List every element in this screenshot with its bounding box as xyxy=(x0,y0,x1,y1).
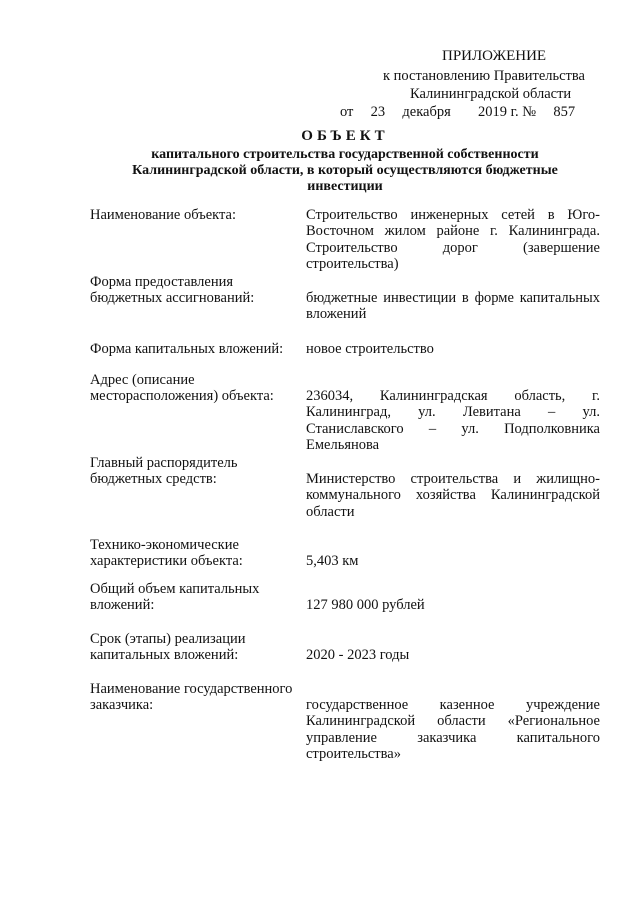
date-month: декабря xyxy=(402,104,451,120)
document-number: 857 xyxy=(553,104,576,120)
date-year: 2019 г. xyxy=(478,104,519,120)
row-label xyxy=(90,207,300,223)
row-value: новое строительство xyxy=(306,341,434,357)
row-value: бюджетные инвестиции в форме капитальных вложений xyxy=(306,290,600,323)
number-label: № xyxy=(522,104,537,120)
label-line: вложений: xyxy=(90,597,155,614)
row-value: Министерство строительства и жилищно-коммунального хозяйства Калининградской области xyxy=(306,471,600,520)
appendix-title: ПРИЛОЖЕНИЕ xyxy=(442,48,547,64)
label-line: Форма капитальных вложений: xyxy=(90,341,284,357)
label-line: Наименование государственного xyxy=(90,681,293,697)
label-line: бюджетных средств: xyxy=(90,471,217,488)
label-line: Технико-экономические xyxy=(90,537,239,553)
row-value: Строительство инженерных сетей в Юго-Восточном жилом районе г. Калининграда. Строительство дорог (завершение строительства) xyxy=(306,207,600,273)
row-value: 127 980 000 рублей xyxy=(306,597,425,613)
label-line: Форма предоставления xyxy=(90,274,234,290)
date-day: 23 xyxy=(370,104,386,120)
label-line: Срок (этапы) реализации xyxy=(90,631,246,647)
row-label xyxy=(90,537,300,570)
date-prefix: от xyxy=(340,104,354,120)
label-line: Адрес (описание xyxy=(90,372,195,388)
row-label xyxy=(90,455,300,488)
row-label xyxy=(90,581,300,614)
label-line: месторасположения) объекта: xyxy=(90,388,274,405)
appendix-reference: к постановлению Правительства xyxy=(383,68,585,84)
label-line: Общий объем капитальных xyxy=(90,581,260,597)
row-label xyxy=(90,341,300,357)
row-label xyxy=(90,631,300,664)
row-label xyxy=(90,274,300,307)
row-label xyxy=(90,681,300,714)
label-line: характеристики объекта: xyxy=(90,553,243,570)
document-heading: ОБЪЕКТ xyxy=(301,128,389,144)
label-line: бюджетных ассигнований: xyxy=(90,290,255,307)
appendix-date-line xyxy=(340,104,575,120)
row-label xyxy=(90,372,300,405)
row-value: 236034, Калининградская область, г. Калининград, ул. Левитана – ул. Станиславского – ул. Подполковника Емельянова xyxy=(306,388,600,454)
label-line: капитальных вложений: xyxy=(90,647,239,664)
row-value: 5,403 км xyxy=(306,553,359,569)
label-line: Главный распорядитель xyxy=(90,455,238,471)
row-value: 2020 - 2023 годы xyxy=(306,647,410,663)
label-line: Наименование объекта: xyxy=(90,207,236,223)
appendix-region: Калининградской области xyxy=(410,86,572,102)
label-line: заказчика: xyxy=(90,697,154,714)
row-value: государственное казенное учреждение Калининградской области «Региональное управление заказчика капитального строительства» xyxy=(306,697,600,763)
document-subtitle: капитального строительства государственной собственности Калининградской области, в который осуществляются бюджетные инвестиции xyxy=(132,147,558,194)
